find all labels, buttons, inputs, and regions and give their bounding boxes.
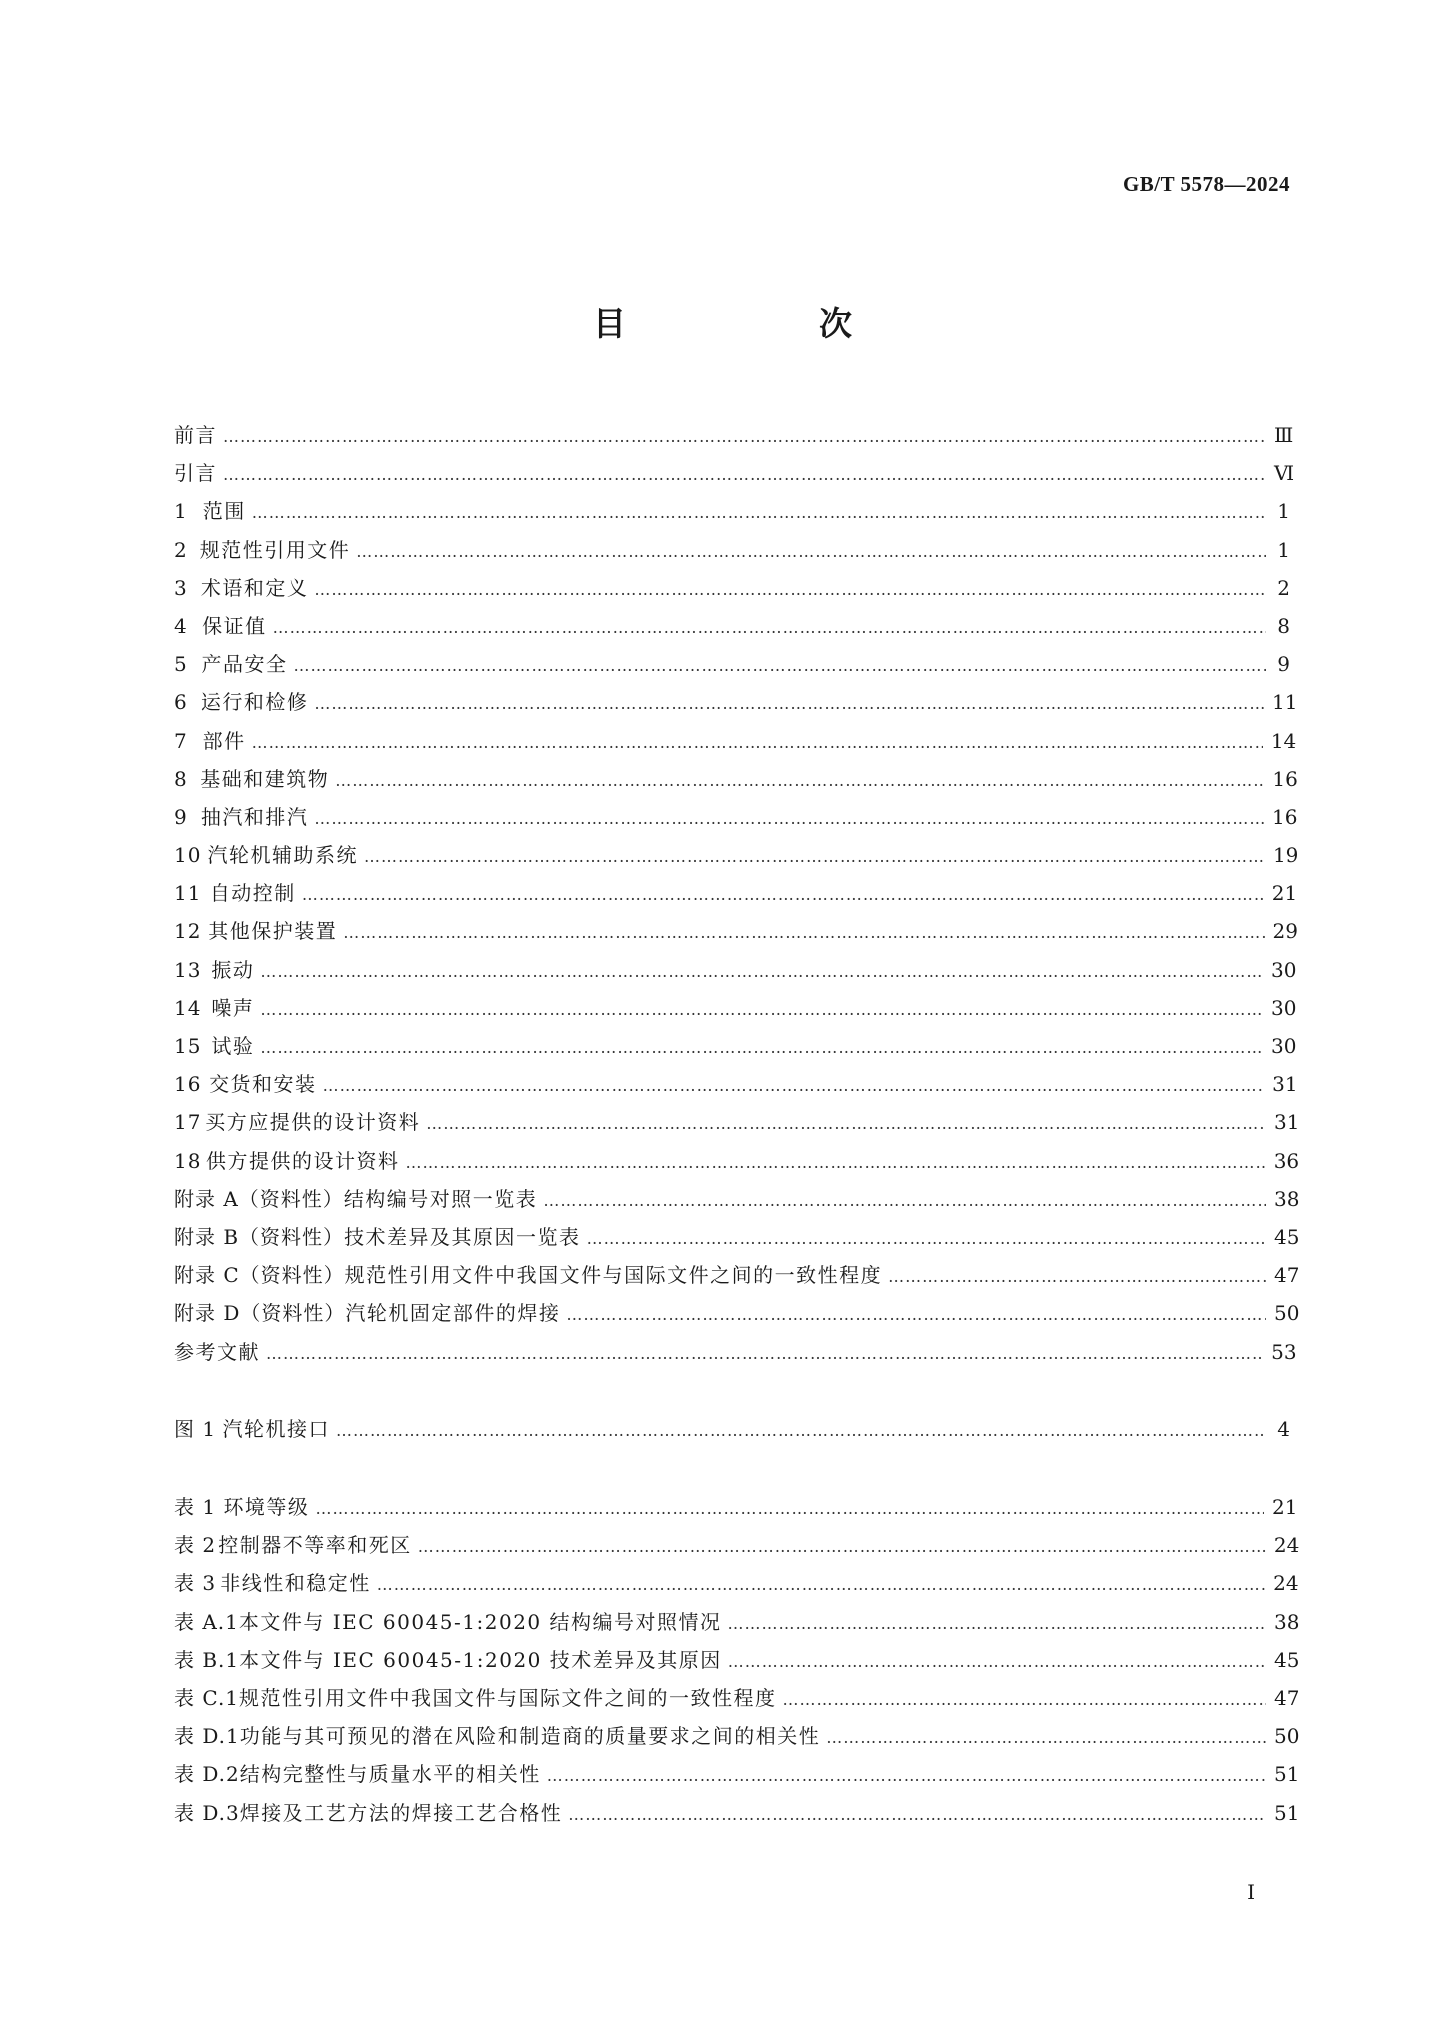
toc-entry-number: 10: [174, 843, 202, 868]
table-entry[interactable]: [174, 1603, 1300, 1641]
toc-entry-label: 规范性引用文件中我国文件与国际文件之间的一致性程度: [344, 1263, 883, 1288]
dot-leader: [566, 1296, 1266, 1334]
toc-entry-page: 30: [1271, 995, 1297, 1020]
dot-leader: [323, 1067, 1265, 1105]
dot-leader: [728, 1605, 1266, 1643]
dot-leader: [547, 1757, 1266, 1795]
dot-leader: [260, 1029, 1263, 1067]
toc-entry[interactable]: [174, 531, 1290, 569]
toc-entry-page: 36: [1273, 1148, 1300, 1173]
dot-leader: [728, 1643, 1266, 1681]
page-title: 目 次: [593, 304, 932, 343]
dot-leader: [888, 1258, 1266, 1296]
toc-entry-page: 50: [1274, 1301, 1300, 1326]
toc-entry[interactable]: [174, 1180, 1300, 1218]
table-entry-label: 规范性引用文件中我国文件与国际文件之间的一致性程度: [239, 1685, 777, 1710]
toc-entry-page: Ⅲ: [1274, 423, 1294, 447]
toc-entry[interactable]: [174, 569, 1290, 607]
dot-leader: [266, 1335, 1263, 1373]
toc-entry[interactable]: [174, 416, 1294, 454]
dot-leader: [568, 1796, 1266, 1834]
dot-leader: [273, 609, 1266, 647]
toc-entry[interactable]: [174, 1333, 1297, 1371]
table-entry-number: 表 B.1: [174, 1647, 240, 1672]
toc-entry[interactable]: [174, 454, 1295, 492]
figure-entry[interactable]: [174, 1410, 1290, 1448]
dot-leader: [314, 800, 1264, 838]
toc-entry-number: 7: [174, 728, 188, 753]
toc-entry-page: 19: [1272, 843, 1299, 868]
toc-entry-label: 试验: [211, 1034, 255, 1058]
toc-entry-label: 噪声: [211, 995, 255, 1020]
toc-entry-label: 基础和建筑物: [200, 766, 330, 791]
dot-leader: [356, 533, 1266, 571]
dot-leader: [223, 456, 1266, 494]
toc-figure-list: [174, 1410, 1290, 1448]
table-entry-number: 表 2: [174, 1533, 217, 1558]
dot-leader: [302, 876, 1264, 914]
dot-leader: [377, 1566, 1265, 1604]
toc-entry[interactable]: [174, 989, 1297, 1027]
page-number: I: [1247, 1880, 1255, 1904]
dot-leader: [252, 724, 1263, 762]
toc-entry-page: 47: [1274, 1263, 1300, 1288]
table-entry-number: 表 1: [174, 1495, 217, 1519]
toc-entry-number: 附录 D（资料性）: [174, 1301, 346, 1326]
toc-entry-number: 8: [174, 766, 188, 791]
table-entry-number: 表 D.1: [174, 1724, 240, 1749]
dot-leader: [315, 1490, 1264, 1528]
toc-entry-number: 3: [174, 575, 188, 600]
dot-leader: [543, 1182, 1266, 1220]
table-entry-page: 51: [1274, 1762, 1300, 1787]
dot-leader: [343, 914, 1264, 952]
dot-leader: [294, 647, 1266, 685]
toc-entry-label: 交货和安装: [209, 1072, 317, 1097]
toc-entry-label: 汽轮机辅助系统: [207, 843, 359, 868]
toc-entry-label: 前言: [174, 423, 217, 447]
toc-entry-page: 38: [1274, 1186, 1300, 1211]
toc-entry[interactable]: [174, 607, 1290, 645]
dot-leader: [335, 762, 1264, 800]
table-entry[interactable]: [174, 1488, 1298, 1526]
table-entry-label: 控制器不等率和死区: [218, 1533, 412, 1558]
toc-entry-label: 术语和定义: [200, 575, 309, 600]
table-entry-number: 表 3: [174, 1571, 217, 1596]
toc-entry-number: 16: [174, 1072, 202, 1097]
toc-entry-page: 1: [1277, 499, 1290, 524]
dot-leader: [314, 571, 1266, 609]
toc-entry-number: 18: [174, 1148, 202, 1173]
toc-entry-number: 13: [174, 957, 202, 982]
table-entry-label: 结构完整性与质量水平的相关性: [239, 1762, 541, 1787]
toc-entry[interactable]: [174, 683, 1298, 721]
table-entry-page: 45: [1274, 1647, 1300, 1672]
toc-main-list: [174, 416, 1300, 1371]
toc-entry-number: 14: [174, 995, 202, 1020]
toc-entry-label: 规范性引用文件: [199, 537, 351, 562]
toc-entry-page: 31: [1272, 1072, 1298, 1097]
table-entry-page: 24: [1273, 1533, 1300, 1558]
dot-leader: [418, 1528, 1266, 1566]
toc-entry-label: 买方应提供的设计资料: [205, 1110, 421, 1135]
toc-entry-page: 8: [1277, 613, 1290, 638]
table-entry[interactable]: [174, 1755, 1300, 1793]
standard-code: GB/T 5578—2024: [1122, 172, 1290, 196]
toc-entry-number: 17: [174, 1110, 202, 1135]
table-entry[interactable]: [174, 1679, 1300, 1717]
table-entry-number: 表 D.3: [174, 1800, 240, 1825]
toc-entry[interactable]: [174, 645, 1290, 683]
toc-entry-label: 其他保护装置: [208, 919, 338, 944]
toc-entry-label: 供方提供的设计资料: [206, 1148, 400, 1173]
toc-entry-label: 范围: [202, 499, 246, 524]
toc-entry-number: 9: [174, 804, 188, 829]
table-entry-label: 焊接及工艺方法的焊接工艺合格性: [239, 1800, 563, 1825]
toc-entry-number: 4: [174, 613, 188, 638]
toc-entry-number: 2: [174, 537, 188, 562]
toc-entry-label: 汽轮机固定部件的焊接: [345, 1301, 561, 1326]
toc-entry-page: 45: [1274, 1224, 1300, 1249]
toc-entry[interactable]: [174, 492, 1290, 530]
toc-entry-label: 运行和检修: [200, 690, 309, 715]
toc-entry-page: 30: [1271, 1034, 1297, 1058]
toc-entry-page: 21: [1271, 881, 1298, 906]
toc-entry[interactable]: [174, 1294, 1300, 1332]
toc-entry[interactable]: [174, 951, 1297, 989]
toc-entry[interactable]: [174, 912, 1298, 950]
dot-leader: [252, 494, 1266, 532]
toc-entry-label: 振动: [211, 957, 255, 982]
toc-entry-page: 16: [1272, 804, 1298, 829]
toc-entry-page: 2: [1277, 575, 1290, 600]
toc-entry-number: 15: [174, 1034, 202, 1058]
toc-entry[interactable]: [174, 1027, 1297, 1065]
toc-entry-label: 技术差异及其原因一览表: [344, 1224, 581, 1249]
toc-table-list: [174, 1488, 1300, 1832]
toc-entry-label: 部件: [202, 728, 246, 753]
toc-entry-label: 引言: [174, 461, 217, 486]
figure-entry-page: 4: [1277, 1417, 1290, 1441]
table-entry-label: 环境等级: [223, 1495, 310, 1519]
toc-entry[interactable]: [174, 1256, 1300, 1294]
figure-entry-label: 汽轮机接口: [222, 1417, 330, 1441]
toc-entry-number: 6: [174, 690, 188, 715]
toc-entry-number: 附录 C（资料性）: [174, 1263, 345, 1288]
dot-leader: [587, 1220, 1266, 1258]
toc-entry-label: 保证值: [202, 613, 267, 638]
toc-entry-label: 自动控制: [209, 881, 296, 906]
toc-entry[interactable]: [174, 836, 1299, 874]
table-entry-page: 24: [1273, 1571, 1299, 1596]
table-entry[interactable]: [174, 1641, 1300, 1679]
table-entry-number: 表 A.1: [174, 1609, 239, 1634]
dot-leader: [426, 1105, 1266, 1143]
toc-entry-page: 30: [1271, 957, 1297, 982]
toc-entry-page: 1: [1277, 537, 1290, 562]
table-entry[interactable]: [174, 1564, 1299, 1602]
table-entry-label: 功能与其可预见的潜在风险和制造商的质量要求之间的相关性: [239, 1724, 821, 1749]
dot-leader: [260, 953, 1263, 991]
table-entry[interactable]: [174, 1794, 1300, 1832]
toc-entry-label: 结构编号对照一览表: [343, 1186, 538, 1211]
dot-leader: [406, 1144, 1266, 1182]
toc-entry[interactable]: [174, 1142, 1300, 1180]
dot-leader: [783, 1681, 1266, 1719]
toc-entry-number: 1: [174, 499, 188, 524]
toc-entry-label: 参考文献: [174, 1339, 260, 1364]
table-entry-page: 21: [1272, 1495, 1298, 1519]
toc-entry-page: 11: [1272, 690, 1298, 715]
toc-entry-page: 14: [1270, 728, 1297, 753]
table-entry-label: 本文件与 IEC 60045-1:2020 技术差异及其原因: [239, 1647, 722, 1672]
dot-leader: [260, 991, 1263, 1029]
toc-entry-number: 5: [174, 652, 188, 677]
toc-entry-number: 附录 B（资料性）: [174, 1224, 345, 1249]
figure-entry-number: 图 1: [174, 1417, 217, 1441]
dot-leader: [336, 1412, 1266, 1450]
dot-leader: [826, 1719, 1266, 1757]
toc-entry-page: 9: [1277, 652, 1290, 677]
toc-entry-page: 29: [1272, 919, 1298, 944]
toc-entry-page: 16: [1272, 766, 1298, 791]
table-entry-page: 51: [1274, 1800, 1300, 1825]
toc-entry-number: 附录 A（资料性）: [174, 1186, 344, 1211]
table-entry-number: 表 C.1: [174, 1685, 240, 1710]
toc-entry[interactable]: [174, 798, 1298, 836]
toc-entry[interactable]: [174, 1103, 1300, 1141]
toc-entry[interactable]: [174, 1065, 1298, 1103]
table-entry[interactable]: [174, 1717, 1300, 1755]
toc-entry[interactable]: [174, 1218, 1300, 1256]
toc-entry[interactable]: [174, 722, 1297, 760]
table-entry-page: 50: [1274, 1724, 1300, 1749]
table-entry-label: 非线性和稳定性: [220, 1571, 371, 1596]
toc-entry[interactable]: [174, 760, 1298, 798]
toc-entry-number: 11: [174, 881, 202, 906]
dot-leader: [314, 685, 1264, 723]
table-entry-number: 表 D.2: [174, 1762, 240, 1787]
table-entry-page: 47: [1274, 1685, 1300, 1710]
table-entry-label: 本文件与 IEC 60045-1:2020 结构编号对照情况: [238, 1609, 722, 1634]
toc-entry-page: 31: [1274, 1110, 1300, 1135]
toc-entry-page: 53: [1271, 1339, 1297, 1364]
toc-entry-page: Ⅵ: [1274, 461, 1295, 486]
toc-entry-label: 抽汽和排汽: [200, 804, 309, 829]
toc-entry[interactable]: [174, 874, 1298, 912]
dot-leader: [364, 838, 1265, 876]
toc-entry-label: 产品安全: [201, 652, 288, 677]
toc-entry-number: 12: [174, 919, 202, 944]
table-entry-page: 38: [1274, 1609, 1300, 1634]
table-entry[interactable]: [174, 1526, 1300, 1564]
dot-leader: [223, 418, 1266, 456]
